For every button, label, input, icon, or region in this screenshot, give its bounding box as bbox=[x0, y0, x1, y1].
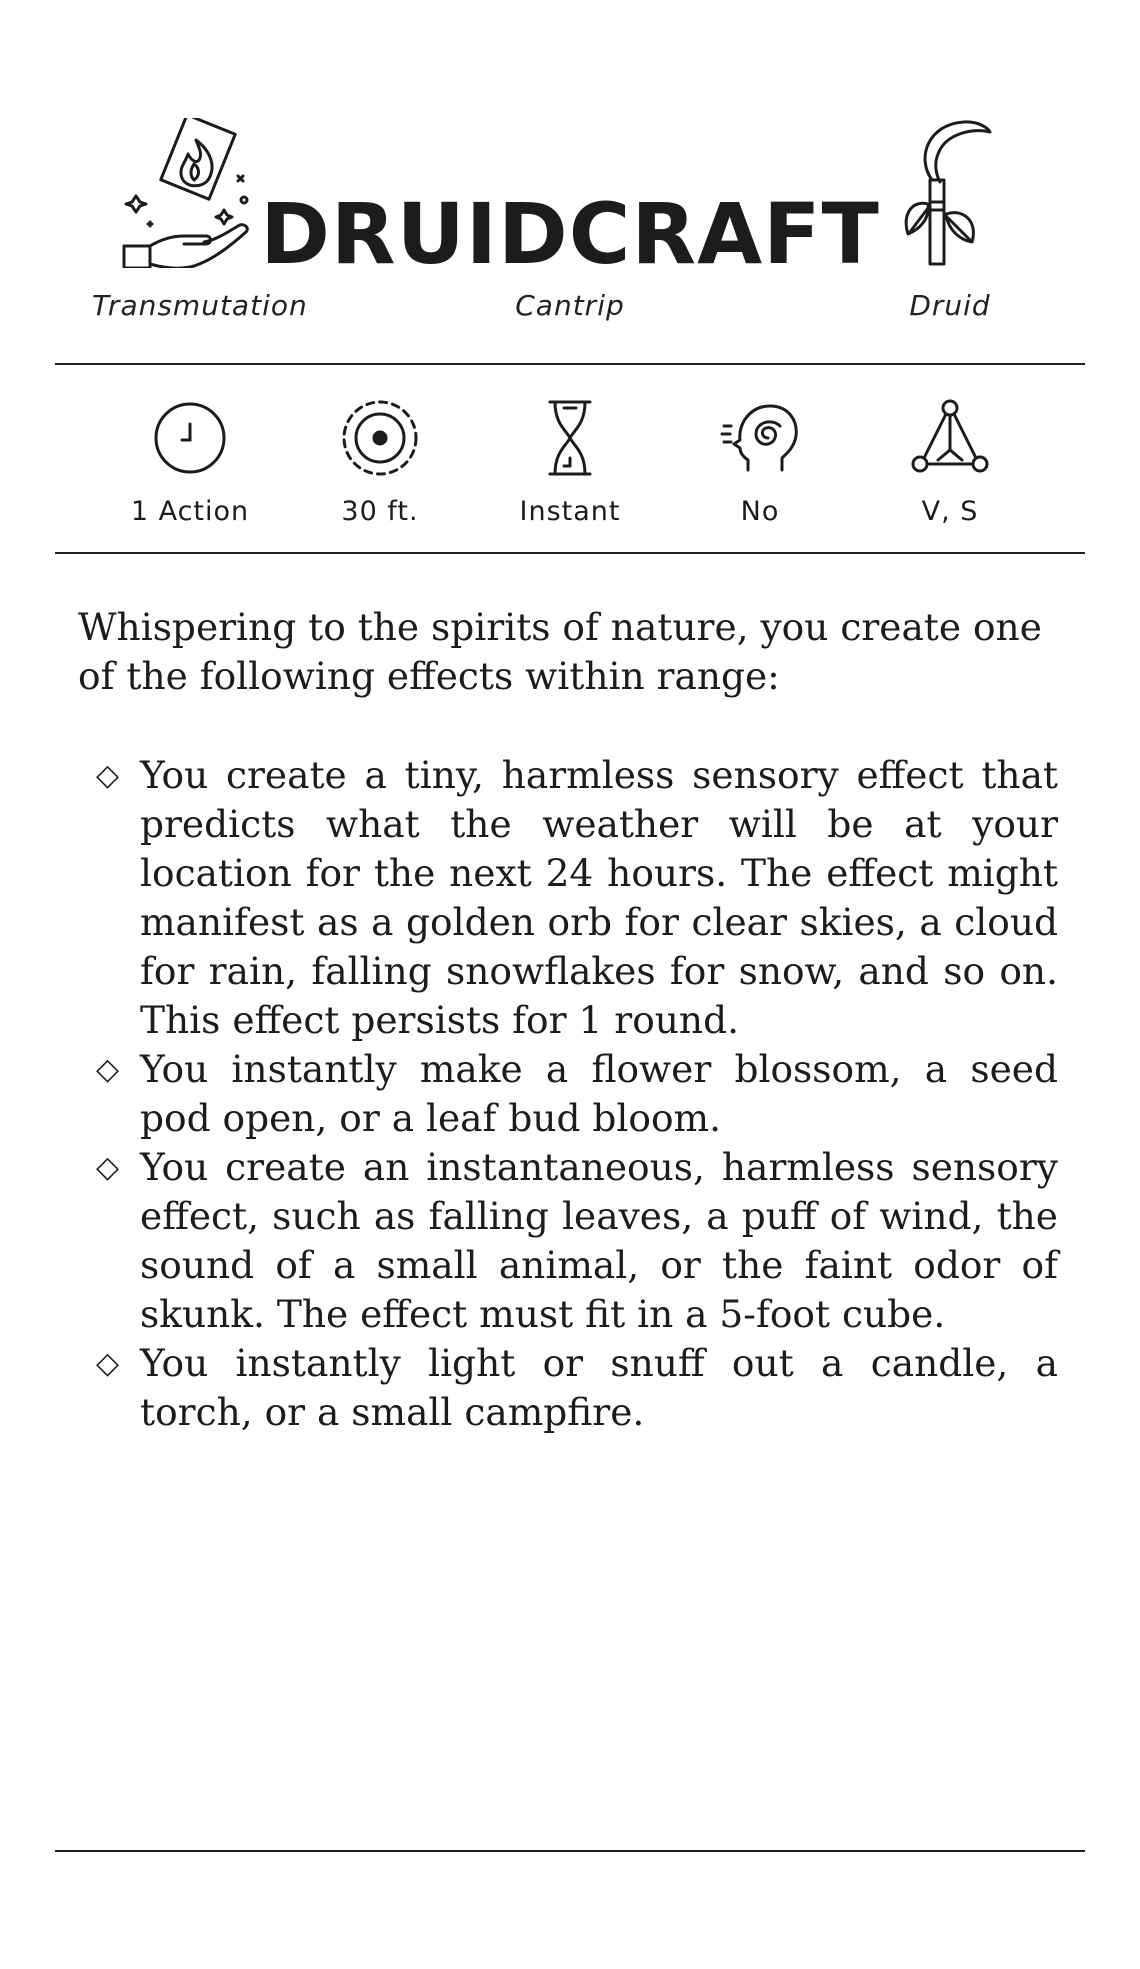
list-item bbox=[78, 1143, 1058, 1339]
card-header bbox=[0, 0, 1140, 360]
divider-middle bbox=[55, 552, 1085, 554]
divider-bottom bbox=[55, 1850, 1085, 1852]
description-intro: Whispering to the spirits of nature, you create one of the following effects within range: bbox=[78, 605, 1042, 698]
stat-concentration bbox=[665, 365, 855, 550]
clock-icon bbox=[150, 398, 230, 478]
spell-title: DRUIDCRAFT bbox=[260, 185, 880, 283]
list-item bbox=[78, 1339, 1058, 1437]
components-triangle-icon bbox=[910, 398, 990, 478]
diamond-bullet-icon: ◇ bbox=[96, 1150, 120, 1185]
stats-row bbox=[0, 365, 1140, 550]
stat-components bbox=[855, 365, 1045, 550]
spell-class: Druid bbox=[909, 289, 991, 322]
stat-label: Instant bbox=[519, 496, 621, 527]
stat-casting-time bbox=[95, 365, 285, 550]
diamond-bullet-icon: ◇ bbox=[96, 1052, 120, 1087]
stat-label: 30 ft. bbox=[341, 496, 419, 527]
list-item-text: You create a tiny, harmless sensory effect that predicts what the weather will be at your location for the next 24 hours. The effect might manifest as a golden orb for clear skies, a cloud for rain, falling snowflakes for snow, and so on. This effect persists for 1 round. bbox=[140, 753, 1058, 1042]
stat-label: No bbox=[740, 496, 780, 527]
list-item-text: You create an instantaneous, harmless sensory effect, such as falling leaves, a puff of wind, the sound of a small animal, or the faint odor of skunk. The effect must fit in a 5-foot cube. bbox=[140, 1145, 1058, 1336]
stat-duration bbox=[475, 365, 665, 550]
spell-level: Cantrip bbox=[515, 289, 625, 322]
diamond-bullet-icon: ◇ bbox=[96, 1346, 120, 1381]
list-item bbox=[78, 751, 1058, 1045]
effects-list bbox=[78, 751, 1058, 1437]
hourglass-icon bbox=[530, 398, 610, 478]
sickle-leaf-icon bbox=[890, 118, 1010, 268]
list-item-text: You instantly light or snuff out a candle, a torch, or a small campfire. bbox=[140, 1341, 1058, 1434]
head-spiral-icon bbox=[720, 398, 800, 478]
stat-label: 1 Action bbox=[130, 496, 250, 527]
spell-school: Transmutation bbox=[92, 289, 308, 322]
stat-label: V, S bbox=[921, 496, 979, 527]
stat-range bbox=[285, 365, 475, 550]
diamond-bullet-icon: ◇ bbox=[96, 758, 120, 793]
list-item-text: You instantly make a flower blossom, a seed pod open, or a leaf bud bloom. bbox=[140, 1047, 1058, 1140]
spell-description bbox=[78, 603, 1058, 1437]
list-item bbox=[78, 1045, 1058, 1143]
range-target-icon bbox=[340, 398, 420, 478]
